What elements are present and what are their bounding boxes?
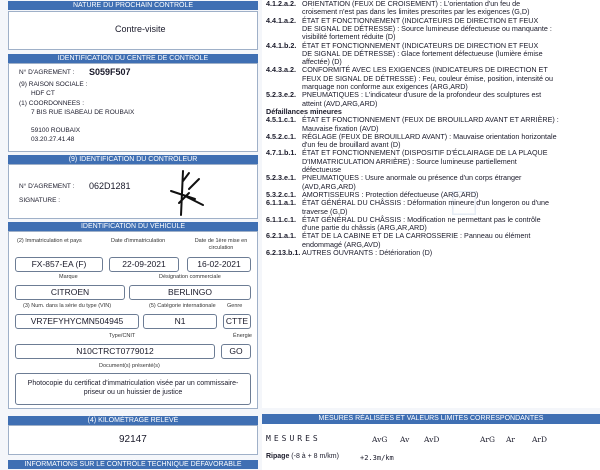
defect-code: 4.4.1.b.2.: [266, 40, 297, 50]
defect-text: ÉTAT ET FONCTIONNEMENT (DISPOSITIF D'ÉCLAIRAGE DE LA PLAQUE: [302, 148, 548, 158]
nature-value: Contre-visite: [115, 24, 166, 34]
defect-text: ÉTAT ET FONCTIONNEMENT (INDICATEURS DE DIRECTION ET FEUX: [302, 15, 539, 25]
categorie-label: (5) Catégorie internationale: [149, 303, 216, 309]
date-circ-value: 16-02-2021: [187, 257, 251, 272]
defect-text: marquage non conforme aux exigences (ARG,ARD): [302, 82, 468, 91]
raison-label: (9) RAISON SOCIALE :: [19, 81, 88, 88]
defect-text: ORIENTATION (FEUX DE CROISEMENT) : L'orientation d'un feu de: [302, 0, 521, 8]
raison-value: HDF CT: [31, 90, 55, 97]
vehicule-box: [8, 231, 258, 409]
defect-text: croisement n'est pas dans les limites prescrites par les exigences (G,D): [302, 7, 530, 17]
signature-label: SIGNATURE :: [19, 197, 61, 204]
defect-text: endommagé (ARG,AVD): [302, 239, 381, 249]
vin-value: VR7EFYHYCMN504945: [15, 314, 139, 329]
defect-text: (AVD,ARG,ARD): [302, 181, 356, 191]
defect-code: 4.1.2.a.2.: [266, 0, 296, 8]
designation-value: BERLINGO: [129, 285, 251, 300]
type-value: N10CTRCT0779012: [15, 344, 215, 359]
defect-text: D'IMMATRICULATION ARRIÈRE) : Source lumineuse partiellement: [302, 156, 517, 166]
km-value: 92147: [119, 434, 147, 445]
ripage-label: [266, 453, 339, 460]
centre-header: IDENTIFICATION DU CENTRE DE CONTRÔLE: [8, 54, 258, 63]
defect-text: ÉTAT DE LA CABINE ET DE LA CARROSSERIE : Panneau ou élément: [302, 231, 531, 241]
defect-text: atteint (AVD,ARG,ARD): [302, 98, 378, 108]
genre-label: Genre: [227, 303, 243, 309]
km-box: [8, 425, 258, 455]
date-circ-label: Date de 1ère mise en circulation: [194, 238, 248, 251]
defect-code: 4.4.3.a.2.: [266, 65, 296, 75]
controleur-box: [8, 164, 258, 219]
defect-text: Mauvaise fixation (AVD): [302, 123, 379, 133]
defect-code: 5.3.2.c.1.: [266, 189, 296, 199]
ctrl-agrement-value: 062D1281: [89, 181, 131, 191]
defect-text: d'une partie du châssis (ARG,AR,ARD): [302, 223, 427, 233]
nature-box: [8, 11, 258, 50]
defect-code: 4.5.1.c.1.: [266, 115, 296, 125]
defect-text: CONFORMITÉ AVEC LES EXIGENCES (INDICATEURS DE DIRECTION ET: [302, 65, 548, 75]
documents-label: Document(s) présenté(s): [99, 363, 160, 369]
ripage-value: +2.3m/km: [360, 454, 394, 462]
phone: 03.20.27.41.48: [31, 136, 75, 143]
immat-value: FX-857-EA (F): [15, 257, 103, 272]
mesures-header: MESURES RÉALISÉES ET VALEURS LIMITES CORRESPONDANTES: [262, 414, 600, 424]
signature: [159, 169, 209, 217]
defect-code: 5.2.3.e.2.: [266, 90, 296, 100]
categorie-value: N1: [143, 314, 217, 329]
defect-text: PNEUMATIQUES : Usure anormale ou présence d'un corps étranger: [302, 173, 522, 183]
mesures-col-arg: ArG: [480, 435, 495, 444]
defect-text: DE SIGNAL DE DÉTRESSE) : Source lumineuse défectueuse ou manquante :: [302, 23, 552, 33]
defect-text: DE SIGNAL DE DÉTRESSE) : Glace fortement défectueuse (lumière émise: [302, 48, 543, 58]
watermark: □: [452, 180, 477, 224]
coord-label: (1) COORDONNEES :: [19, 100, 85, 107]
designation-label: Désignation commerciale: [159, 274, 221, 280]
defect-code: 6.1.1.a.1.: [266, 198, 296, 208]
defects-panel: [262, 0, 600, 408]
infos-header: INFORMATIONS SUR LE CONTRÔLE TECHNIQUE DÉFAVORABLE: [8, 460, 258, 469]
mesures-title: MESURES: [266, 434, 321, 443]
mesures-col-avg: AvG: [372, 435, 388, 444]
defect-text: PNEUMATIQUES : L'indicateur d'usure de la profondeur des sculptures est: [302, 90, 542, 100]
defect-text: traverse (G,D): [302, 206, 348, 216]
defect-text: ÉTAT GÉNÉRAL DU CHÂSSIS : Modification ne permettant pas le contrôle: [302, 214, 541, 224]
immat-label: (2) Immatriculation et pays: [17, 238, 82, 244]
defect-heading-text: Défaillances mineures: [266, 106, 342, 116]
address-line-1: 7 BIS RUE ISABEAU DE ROUBAIX: [31, 109, 135, 116]
ripage-label-text: Ripage: [266, 453, 290, 460]
defect-text: ÉTAT ET FONCTIONNEMENT (INDICATEURS DE DIRECTION ET FEUX: [302, 40, 539, 50]
mesures-col-ard: ArD: [532, 435, 548, 444]
km-header: (4) KILOMÉTRAGE RELEVÉ: [8, 416, 258, 425]
centre-agrement-label: N° D'AGREMENT :: [19, 69, 75, 76]
marque-label: Marque: [59, 274, 78, 280]
ripage-range: (-8 à + 8 m/km): [291, 453, 339, 460]
marque-value: CITROEN: [15, 285, 125, 300]
defect-text: FEUX DE SIGNAL DE DÉTRESSE) : Feu, couleur émise, position, intensité ou: [302, 73, 553, 83]
controleur-header: (9) IDENTIFICATION DU CONTRÔLEUR: [8, 155, 258, 164]
defect-line: [266, 249, 432, 257]
mesures-box: [262, 424, 600, 470]
ctrl-agrement-label: N° D'AGREMENT :: [19, 183, 75, 190]
date-immat-label: Date d'immatriculation: [111, 238, 166, 244]
vin-label: (3) Num. dans la série du type (VIN): [23, 303, 112, 309]
defect-text: RÉGLAGE (FEUX DE BROUILLARD AVANT) : Mauvaise orientation horizontale: [302, 131, 557, 141]
defect-code: 6.2.13.b.1.: [266, 248, 301, 257]
defect-text: d'un feu de brouillard avant (D): [302, 140, 401, 150]
defect-code: 4.5.2.c.1.: [266, 131, 296, 141]
address-line-2: 59100 ROUBAIX: [31, 127, 81, 134]
defect-text: ÉTAT GÉNÉRAL DU CHÂSSIS : Déformation mineure d'un longeron ou d'une: [302, 198, 549, 208]
genre-value: CTTE: [223, 314, 251, 329]
mesures-col-ar: Ar: [506, 435, 516, 444]
defect-code: 4.4.1.a.2.: [266, 15, 296, 25]
defect-text: défectueuse: [302, 165, 342, 174]
centre-agrement-value: S059F507: [89, 67, 131, 77]
documents-value: Photocopie du certificat d'immatriculation visée par un commissaire-priseur ou un huissier de justice: [15, 373, 251, 405]
defect-text: affectée) (D): [302, 57, 342, 67]
mesures-col-avd: AvD: [424, 435, 440, 444]
centre-box: [8, 63, 258, 152]
defect-code: 5.2.3.e.1.: [266, 173, 296, 183]
energie-label: Énergie: [233, 333, 252, 339]
defect-text: AMORTISSEURS : Protection défectueuse (ARG,ARD): [302, 189, 479, 199]
type-label: Type/CNIT: [109, 333, 136, 339]
vehicule-header: IDENTIFICATION DU VÉHICULE: [8, 222, 258, 231]
nature-header: NATURE DU PROCHAIN CONTRÔLE: [8, 1, 258, 10]
defect-code: 6.1.1.c.1.: [266, 214, 296, 224]
defect-text: ÉTAT ET FONCTIONNEMENT (FEUX DE BROUILLARD AVANT ET ARRIÈRE) :: [302, 115, 559, 125]
mesures-col-av: Av: [400, 435, 410, 444]
defect-code: 4.7.1.b.1.: [266, 148, 297, 158]
defect-text: visibilité fortement réduite (D): [302, 32, 396, 42]
date-immat-value: 22-09-2021: [109, 257, 179, 272]
defect-code: 6.2.1.a.1.: [266, 231, 296, 241]
defect-text: AUTRES OUVRANTS : Détérioration (D): [302, 248, 433, 257]
energie-value: GO: [221, 344, 251, 359]
